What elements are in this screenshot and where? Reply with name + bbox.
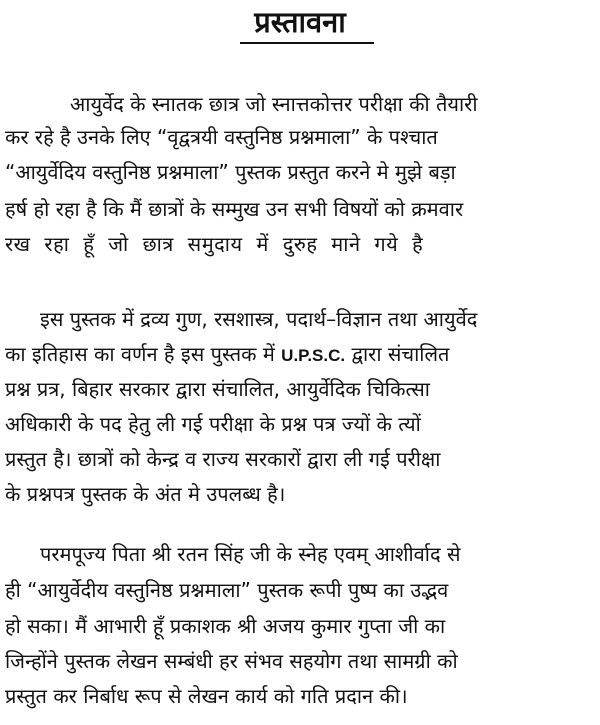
paragraph-line: के प्रश्नपत्र पुस्तक के अंत मे उपलब्ध है।	[5, 482, 286, 506]
paragraph-line: हो सका। मैं आभारी हूँ प्रकाशक श्री अजय कुमार गुप्ता जी का	[5, 614, 446, 638]
paragraph-line: ही “आयुर्वेदीय वस्तुनिष्ठ प्रश्नमाला” पुस्तक रूपी पुष्प का उद्भव	[5, 578, 449, 602]
paragraph-text: का इतिहास का वर्णन है इस पुस्तक में	[5, 342, 275, 366]
paragraph-line: परमपूज्य पिता श्री रतन सिंह जी के स्नेह एवम् आशीर्वाद से	[40, 542, 461, 566]
paragraph-line: रख रहा हूँ जो छात्र समुदाय में दुरुह माने गये है	[5, 232, 424, 256]
paragraph-line: जिन्होंने पुस्तक लेखन सम्बंधी हर संभव सहयोग तथा सामग्री को	[5, 649, 458, 673]
page-title: प्रस्तावना	[254, 5, 346, 39]
paragraph-line	[5, 340, 449, 370]
paragraph-line: “आयुर्वेदिय वस्तुनिष्ठ प्रश्नमाला” पुस्तक प्रस्तुत करने मे मुझे बड़ा	[5, 160, 456, 184]
paragraph-line: प्रश्न प्रत्र, बिहार सरकार द्वारा संचालित, आयुर्वेदिक चिकित्सा	[5, 377, 430, 401]
paragraph-line: हर्ष हो रहा है कि मैं छात्रों के सम्मुख उन सभी विषयों को क्रमवार	[5, 197, 464, 221]
paragraph-line: प्रस्तुत कर निर्बाध रूप से लेखन कार्य को गति प्रदान की।	[5, 684, 408, 708]
paragraph-line: प्रस्तुत है। छात्रों को केन्द्र व राज्य सरकारों द्वारा ली गई परीक्षा	[5, 447, 441, 471]
title-underline	[240, 42, 374, 44]
paragraph-text: द्वारा संचालित	[351, 342, 450, 366]
upsc-abbreviation: U.P.S.C.	[281, 346, 346, 365]
paragraph-line: आयुर्वेद के स्नातक छात्र जो स्नात्तकोत्तर परीक्षा की तैयारी	[70, 92, 478, 116]
paragraph-line: अधिकारी के पद हेतु ली गई परीक्षा के प्रश्न पत्र ज्यों के त्यों	[5, 412, 421, 436]
paragraph-line: इस पुस्तक में द्रव्य गुण, रसशास्त्र, पदार्थ–विज्ञान तथा आयुर्वेद	[40, 307, 478, 331]
paragraph-line: कर रहे है उनके लिए “वृद्वत्रयी वस्तुनिष्ठ प्रश्नमाला” के पश्चात	[5, 125, 438, 149]
